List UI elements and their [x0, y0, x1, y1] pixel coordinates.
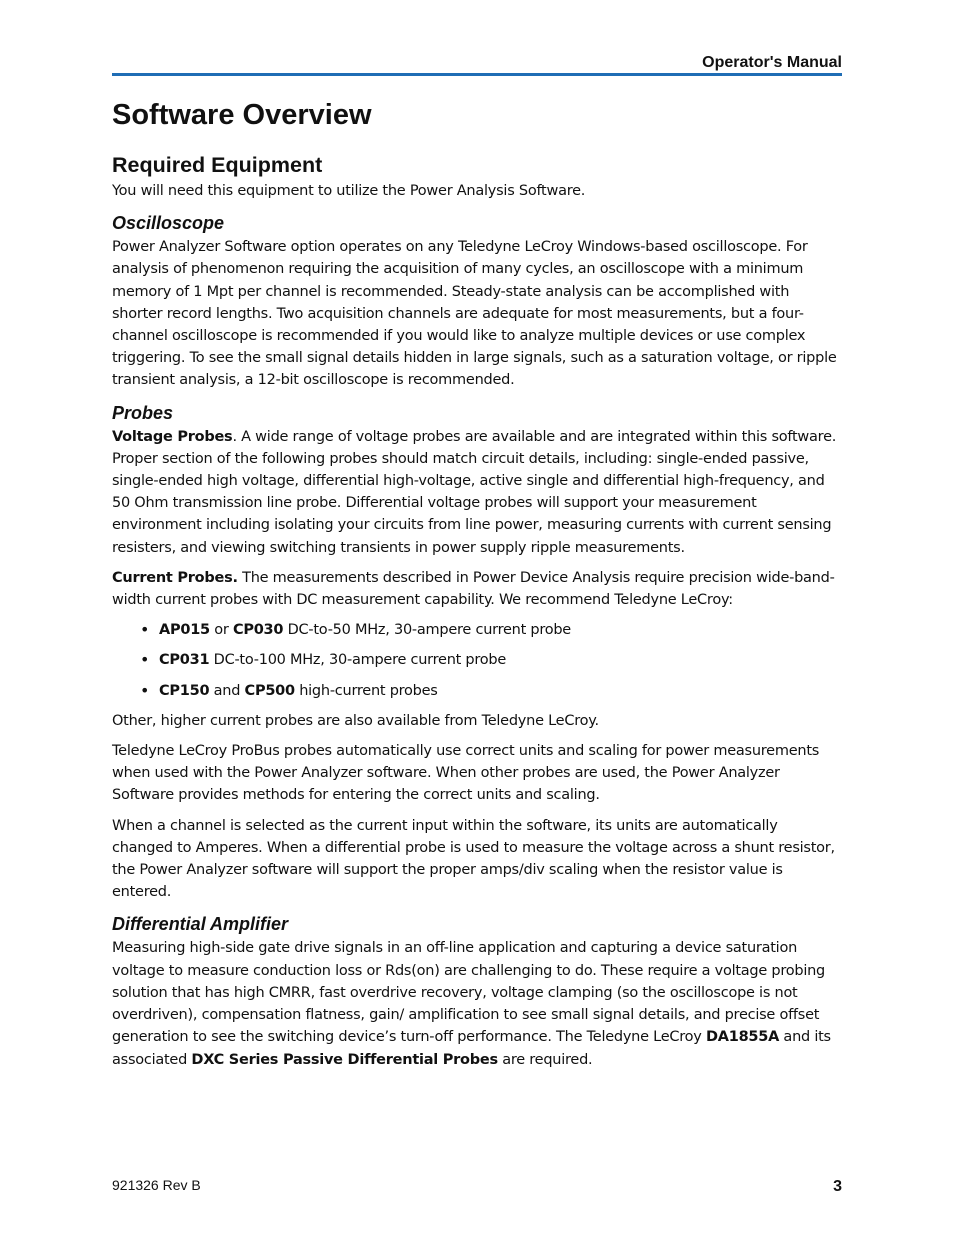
running-header: Operator's Manual [702, 54, 842, 71]
document-number: 921326 Rev B [112, 1177, 201, 1193]
page-title: Software Overview [112, 99, 372, 131]
page-number: 3 [833, 1178, 842, 1195]
paragraph-text: Measuring high-side gate drive signals in an off-line application and capturing a device saturation voltage to measure conduction loss or Rds(on) are challenging to do. These require a voltage probing solution that has high CMRR, fast overdrive recovery, voltage clamping (so the oscilloscope is not overdriven), compensation flatness, gain/ amplification to see small signal details, and precise offset generation to see the switching device’s turn-off performance. The Teledyne LeCroy [112, 940, 826, 1046]
recommended-probes-list [112, 619, 842, 702]
list-item [112, 619, 842, 641]
voltage-probes-text: . A wide range of voltage probes are available and are integrated within this software. Proper section of the following probes should match circuit details, including: single-ended passive, single-ended high voltage, differential high-voltage, active single and differential high-frequency, and 50 Ohm transmission line probe. Differential voltage probes will support your measurement environment including isolating your circuits from line power, measuring currents with current sensing resisters, and viewing switching transients in power supply ripple measurements. [112, 428, 837, 556]
subsection-heading-differential-amplifier: Differential Amplifier [112, 914, 289, 935]
product-name: DA1855A [705, 1029, 780, 1046]
list-item-text: or [209, 622, 233, 639]
current-probes-paragraph [112, 567, 842, 611]
list-item [112, 680, 842, 702]
current-probes-label: Current Probes. [112, 569, 238, 586]
oscilloscope-paragraph: Power Analyzer Software option operates on any Teledyne LeCroy Windows-based oscilloscope. For analysis of phenomenon requiring the acquisition of many cycles, an oscilloscope with a minimum memory of 1 Mpt per channel is recommended. Steady-state analysis can be accomplished with shorter record lengths. Two acquisition channels are adequate for most measurements, but a four-channel oscilloscope is recommended if you would like to analyze multiple devices or use complex triggering. To see the small signal details hidden in large signals, such as a saturation voltage, or ripple transient analysis, a 12-bit oscilloscope is recommended. [112, 239, 837, 389]
list-item [112, 649, 842, 671]
product-name: DXC Series Passive Differential Probes [191, 1051, 498, 1068]
page-content [112, 96, 842, 1079]
list-item-text: DC-to-50 MHz, 30-ampere current probe [283, 622, 571, 639]
probe-model: CP030 [232, 622, 284, 639]
section-heading-required-equipment: Required Equipment [112, 153, 323, 177]
probus-paragraph: Teledyne LeCroy ProBus probes automatically use correct units and scaling for power measurements when used with the Power Analyzer software. When other probes are used, the Power Analyzer Software provides methods for entering the correct units and scaling. [112, 743, 820, 804]
differential-amplifier-paragraph [112, 937, 842, 1070]
list-item-text: high-current probes [294, 682, 438, 699]
paragraph-text: and its associated [112, 1029, 831, 1068]
subsection-heading-oscilloscope: Oscilloscope [112, 213, 225, 234]
channel-units-paragraph: When a channel is selected as the current input within the software, its units are automatically changed to Amperes. When a differential probe is used to measure the voltage across a shunt resistor, the Power Analyzer software will support the proper amps/div scaling when the resistor value is entered. [112, 817, 835, 901]
current-probes-text: The measurements described in Power Device Analysis require precision wide-band-width current probes with DC measurement capability. We recommend Teledyne LeCroy: [112, 569, 835, 609]
paragraph-text: are required. [497, 1051, 593, 1068]
list-item-text: and [209, 682, 245, 699]
probe-model: CP150 [159, 682, 210, 699]
subsection-heading-probes: Probes [112, 402, 174, 423]
document-page [112, 0, 842, 1235]
other-probes-paragraph: Other, higher current probes are also available from Teledyne LeCroy. [112, 712, 599, 729]
voltage-probes-paragraph [112, 426, 842, 559]
probe-model: CP031 [159, 652, 210, 669]
list-item-text: DC-to-100 MHz, 30-ampere current probe [209, 652, 507, 669]
probe-model: AP015 [159, 622, 210, 639]
probe-model: CP500 [244, 682, 295, 699]
voltage-probes-label: Voltage Probes [112, 428, 233, 445]
required-intro: You will need this equipment to utilize the Power Analysis Software. [112, 183, 586, 199]
header-rule [112, 73, 842, 76]
